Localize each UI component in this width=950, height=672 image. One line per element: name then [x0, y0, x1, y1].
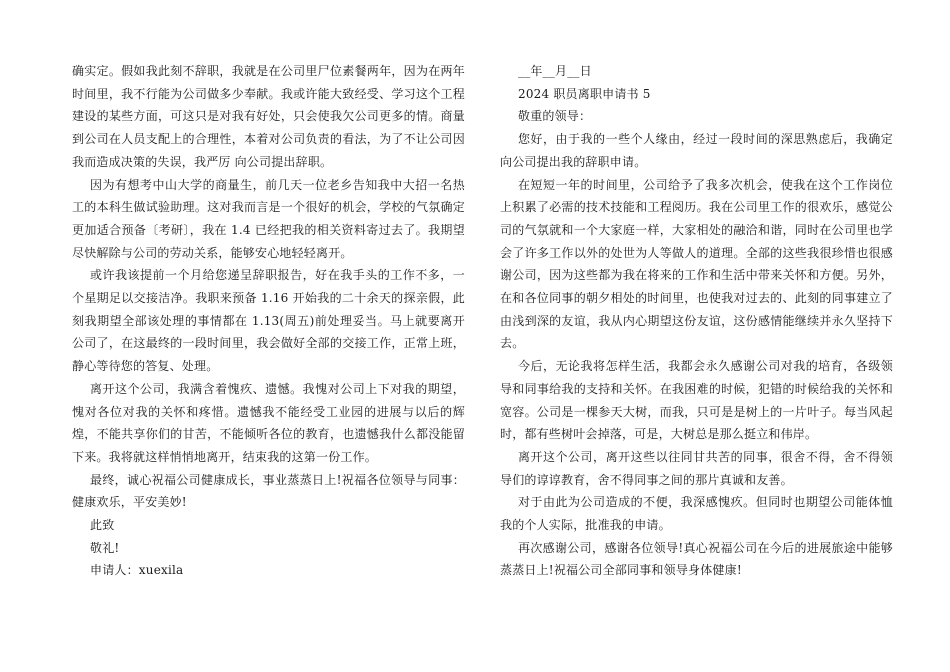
paragraph: 再次感谢公司，感谢各位领导!真心祝福公司在今后的进展旅途中能够蒸蒸日上!祝福公司全部同事和领导身体健康! [500, 540, 893, 578]
paragraph: 确实定。假如我此刻不辞职，我就是在公司里尸位素餐两年，因为在两年时间里，我不行能为公司做多少奉献。我或许能大致经受、学习这个工程建设的某些方面，可这只是对我有好处，只会使我欠公司更多的情。商量到公司在人员支配上的合理性，本着对公司负责的看法，为了不让公司因我而造成决策的失误，我严厉 向公司提出辞职。 [72, 64, 465, 169]
paragraph: 最终，诚心祝福公司健康成长，事业蒸蒸日上!祝福各位领导与同事：健康欢乐，平安美妙! [72, 472, 465, 510]
paragraph: 您好，由于我的一些个人缘由，经过一段时间的深思熟虑后，我确定向公司提出我的辞职申请。 [500, 132, 893, 169]
paragraph: 在短短一年的时间里，公司给予了我多次机会，使我在这个工作岗位上积累了必需的技术技能和工程阅历。我在公司里工作的很欢乐，感觉公司的气氛就和一个大家庭一样，大家相处的融洽和谐，同时在公司里也学会了许多工作以外的处世为人等做人的道理。全部的这些我很珍惜也很感谢公司，因为这些都为我在将来的工作和生活中带来关怀和方便。另外，在和各位同事的朝夕相处的时间里，也使我对过去的、此刻的同事建立了由浅到深的友谊，我从内心期望这份友谊，这份感情能继续并永久坚持下去。 [500, 177, 893, 351]
closing-regards: 敬礼! [90, 540, 120, 555]
right-column [500, 60, 893, 582]
paragraph: 或许我该提前一个月给您递呈辞职报告，好在我手头的工作不多，一个星期足以交接洁净。我职来预备 1.16 开始我的二十余天的探亲假，此刻我期望全部该处理的事情都在 1.13(周五)前处理妥当。马上就要离开公司了，在这最终的一段时间里，我会做好全部的交接工作，正常上班，静心等待您的答复、处理。 [72, 268, 465, 374]
paragraph: 因为有想考中山大学的商量生，前几天一位老乡告知我中大招一名热工的本科生做试验助理。这对我而言是一个很好的机会，学校的气氛确定更加适合预备〔考研〕，我在 1.4 已经把我的相关资料寄过去了。我期望尽快解除与公司的劳动关系，能够安心地轻轻离开。 [72, 177, 465, 260]
paragraph: 今后，无论我将怎样生活，我都会永久感谢公司对我的培育，各级领导和同事给我的支持和关怀。在我困难的时候，犯错的时候给我的关怀和宽容。公司是一棵参天大树，而我，只可是是树上的一片叶子。每当风起时，都有些树叶会掉落，可是，大树总是那么挺立和伟岸。 [500, 359, 893, 442]
paragraph: 离开这个公司，离开这些以往同甘共苦的同事，很舍不得，舍不得领导们的谆谆教育，舍不得同事之间的那片真诚和友善。 [500, 449, 893, 487]
greeting: 敬重的领导： [518, 109, 592, 124]
paragraph: 离开这个公司，我满含着愧疚、遗憾。我愧对公司上下对我的期望，愧对各位对我的关怀和疼惜。遗憾我不能经受工业园的进展与以后的辉煌，不能共享你们的甘苦，不能倾听各位的教育，也遗憾我什么都没能留下来。我将就这样悄悄地离开，结束我的这第一份工作。 [72, 381, 465, 464]
paragraph: 对于由此为公司造成的不便，我深感愧疚。但同时也期望公司能体恤我的个人实际，批准我的申请。 [500, 495, 893, 533]
section-title: 2024 职员离职申请书 5 [518, 86, 651, 101]
date-line: __年__月__日 [518, 64, 592, 78]
applicant-signature: 申请人：xuexila [90, 563, 184, 578]
closing-salutation: 此致 [90, 518, 115, 533]
left-column [72, 60, 465, 582]
